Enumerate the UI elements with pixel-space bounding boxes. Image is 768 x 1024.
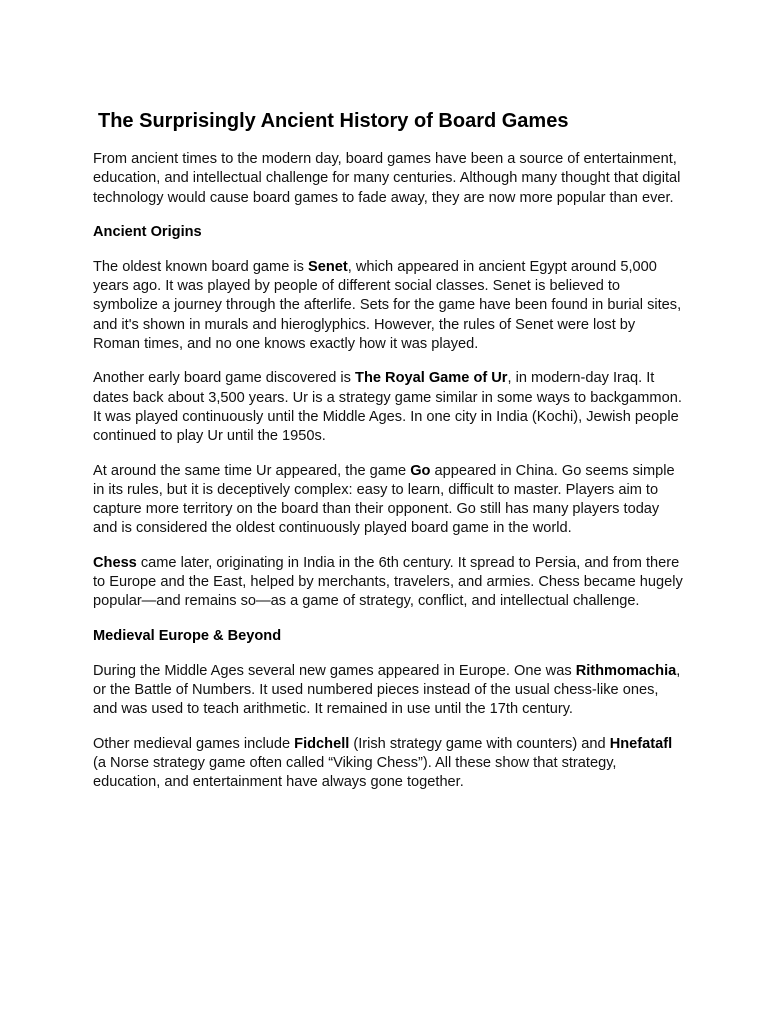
bold-term-hnefatafl: Hnefatafl [609, 735, 673, 752]
text: (Irish strategy game with counters) and [349, 735, 610, 752]
text: The oldest known board game is [93, 258, 308, 275]
text: , in modern-day Iraq. It dates back about 3,500 years. Ur is a strategy game similar in some ways to backgammon. It was played continuously until the Middle Ages. In one city in India (Kochi), Jewish people continued to play Ur until the 1950s. [93, 370, 682, 445]
bold-term-senet: Senet [307, 258, 348, 275]
text: , or the Battle of Numbers. It used numbered pieces instead of the usual chess-like ones, and was used to teach arithmetic. It remained in use until the 17th century. [93, 662, 681, 718]
paragraph-chess [93, 554, 683, 612]
bold-term-fidchell: Fidchell [294, 735, 350, 752]
paragraph-senet [93, 258, 683, 354]
text: Other medieval games include [93, 735, 295, 752]
paragraph-other-medieval-games [93, 735, 683, 793]
text: During the Middle Ages several new games appeared in Europe. One was [93, 662, 576, 679]
text: came later, originating in India in the 6th century. It spread to Persia, and from there to Europe and the East, helped by merchants, travelers, and armies. Chess became hugely popular—and remains so—as a game of strategy, conflict, and intellectual challenge. [93, 554, 683, 610]
section-heading-ancient-origins: Ancient Origins [93, 223, 202, 240]
paragraph-royal-game-of-ur [93, 369, 683, 446]
paragraph-rithmomachia [93, 662, 683, 720]
intro-paragraph: From ancient times to the modern day, board games have been a source of entertainment, education, and intellectual challenge for many centuries. Although many thought that digital technology would cause board games to fade away, they are now more popular than ever. [93, 151, 681, 206]
text: (a Norse strategy game often called “Viking Chess”). All these show that strategy, education, and entertainment have always gone together. [93, 754, 617, 791]
bold-term-go: Go [410, 462, 431, 479]
bold-term-chess: Chess [93, 554, 137, 571]
text: appeared in China. Go seems simple in its rules, but it is deceptively complex: easy to learn, difficult to master. Players aim to capture more territory on the board than their opponent. Go still has many players today and is considered the oldest continuously played board game in the world. [93, 462, 675, 537]
text: , which appeared in ancient Egypt around 5,000 years ago. It was played by people of different social classes. Senet is believed to symbolize a journey through the afterlife. Sets for the game have been found in burial sites, and it's shown in murals and hieroglyphics. However, the rules of Senet were lost by Roman times, and no one knows exactly how it was played. [93, 258, 682, 353]
bold-term-rithmomachia: Rithmomachia [575, 662, 677, 679]
section-heading-medieval-europe: Medieval Europe & Beyond [93, 627, 282, 644]
paragraph-go [93, 462, 683, 539]
text: At around the same time Ur appeared, the game [93, 462, 411, 479]
document-page [93, 108, 683, 807]
text: Another early board game discovered is [93, 370, 356, 387]
document-title: The Surprisingly Ancient History of Board Games [98, 110, 569, 132]
bold-term-ur: The Royal Game of Ur [355, 370, 508, 387]
